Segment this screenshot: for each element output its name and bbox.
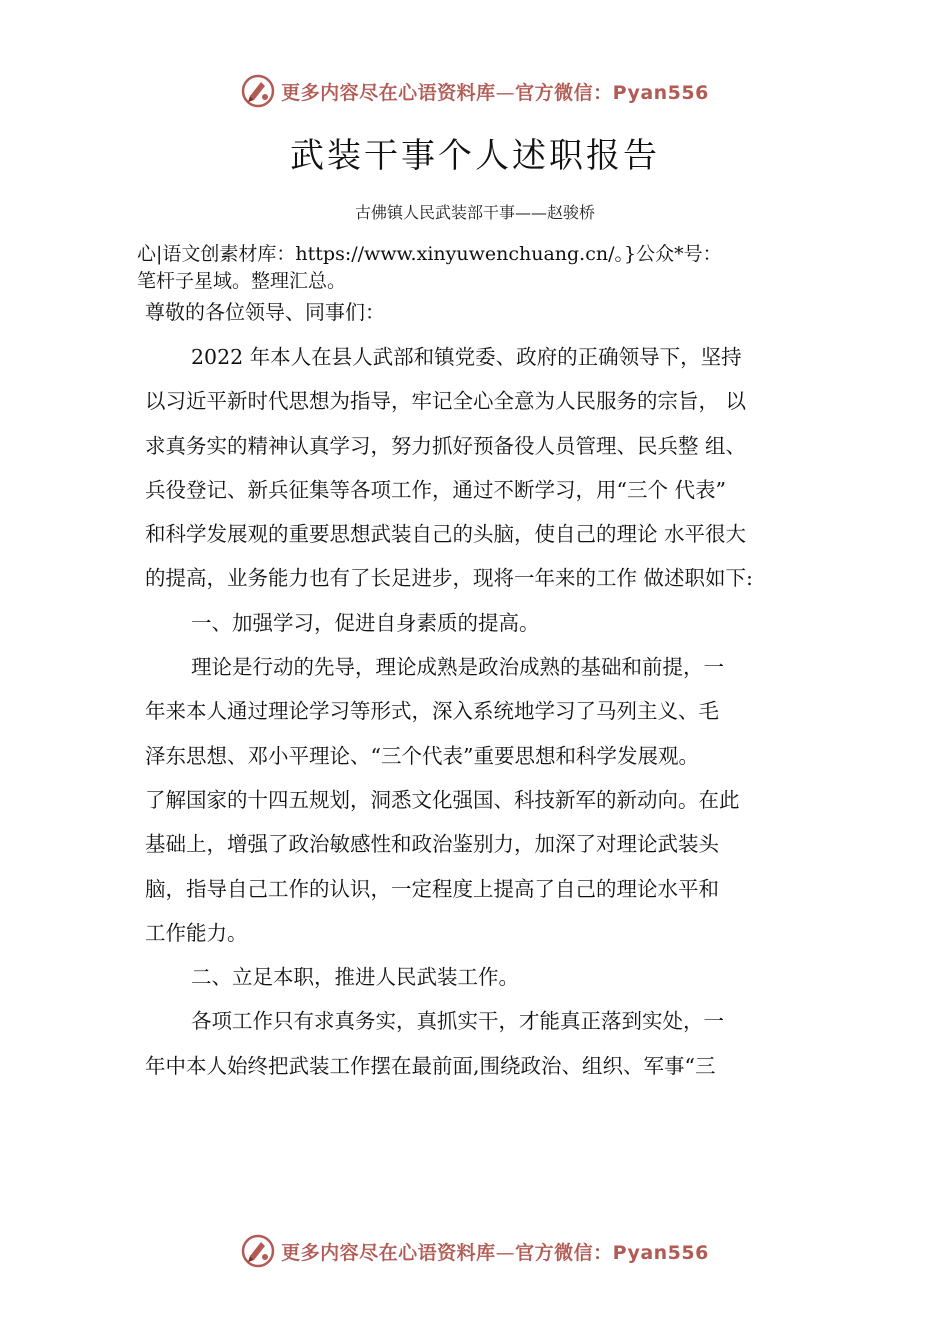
banner-text: 更多内容尽在心语资料库—官方微信：Pyan556 — [281, 1241, 709, 1264]
text-line: 了解国家的十四五规划，洞悉文化强国、科技新军的新动向。在此 — [145, 787, 740, 812]
text-line: 工作能力。 — [145, 920, 248, 945]
document-subtitle: 古佛镇人民武装部干事——赵骏桥 — [354, 203, 595, 222]
text-line: 2022 年本人在县人武部和镇党委、政府的正确领导下，坚持 — [191, 345, 742, 369]
text-line: 和科学发展观的重要思想武装自己的头脑，使自己的理论 水平很大 — [145, 522, 747, 547]
greeting: 尊敬的各位领导、同事们： — [145, 300, 385, 324]
library-logo-icon — [241, 1234, 275, 1268]
text-line: 泽东思想、邓小平理论、“三个代表”重要思想和科学发展观。 — [145, 743, 699, 768]
text-line: 脑，指导自己工作的认识，一定程度上提高了自己的理论水平和 — [145, 876, 719, 901]
footer-banner — [0, 1234, 950, 1268]
text-line: 求真务实的精神认真学习，努力抓好预备役人员管理、民兵整 组、 — [145, 433, 747, 458]
text-line: 兵役登记、新兵征集等各项工作，通过不断学习，用“三个 代表” — [145, 477, 726, 502]
header-banner — [0, 74, 950, 108]
text-line: 基础上，增强了政治敏感性和政治鉴别力，加深了对理论武装头 — [145, 832, 719, 857]
document-title: 武装干事个人述职报告 — [290, 136, 660, 176]
section-heading: 二、立足本职，推进人民武装工作。 — [191, 965, 519, 990]
text-line: 以习近平新时代思想为指导，牢记全心全意为人民服务的宗旨， 以 — [145, 389, 747, 414]
source-note — [137, 241, 837, 295]
text-line: 理论是行动的先导，理论成熟是政治成熟的基础和前提，一 — [191, 655, 724, 680]
text-line: 年来本人通过理论学习等形式，深入系统地学习了马列主义、毛 — [145, 699, 719, 724]
body-text — [145, 339, 835, 1092]
banner-text: 更多内容尽在心语资料库—官方微信：Pyan556 — [281, 81, 709, 104]
text-line: 各项工作只有求真务实，真抓实干，才能真正落到实处，一 — [191, 1009, 724, 1034]
source-note-line: 心|语文创素材库：https://www.xinyuwenchuang.cn/。}公众*号： — [137, 243, 722, 265]
library-logo-icon — [241, 74, 275, 108]
source-note-line: 笔杆子星域。整理汇总。 — [137, 270, 347, 292]
section-heading: 一、加强学习，促进自身素质的提高。 — [191, 610, 540, 635]
text-line: 年中本人始终把武装工作摆在最前面,围绕政治、组织、军事“三 — [145, 1053, 716, 1078]
text-line: 的提高，业务能力也有了长足进步，现将一年来的工作 做述职如下: — [145, 566, 753, 591]
